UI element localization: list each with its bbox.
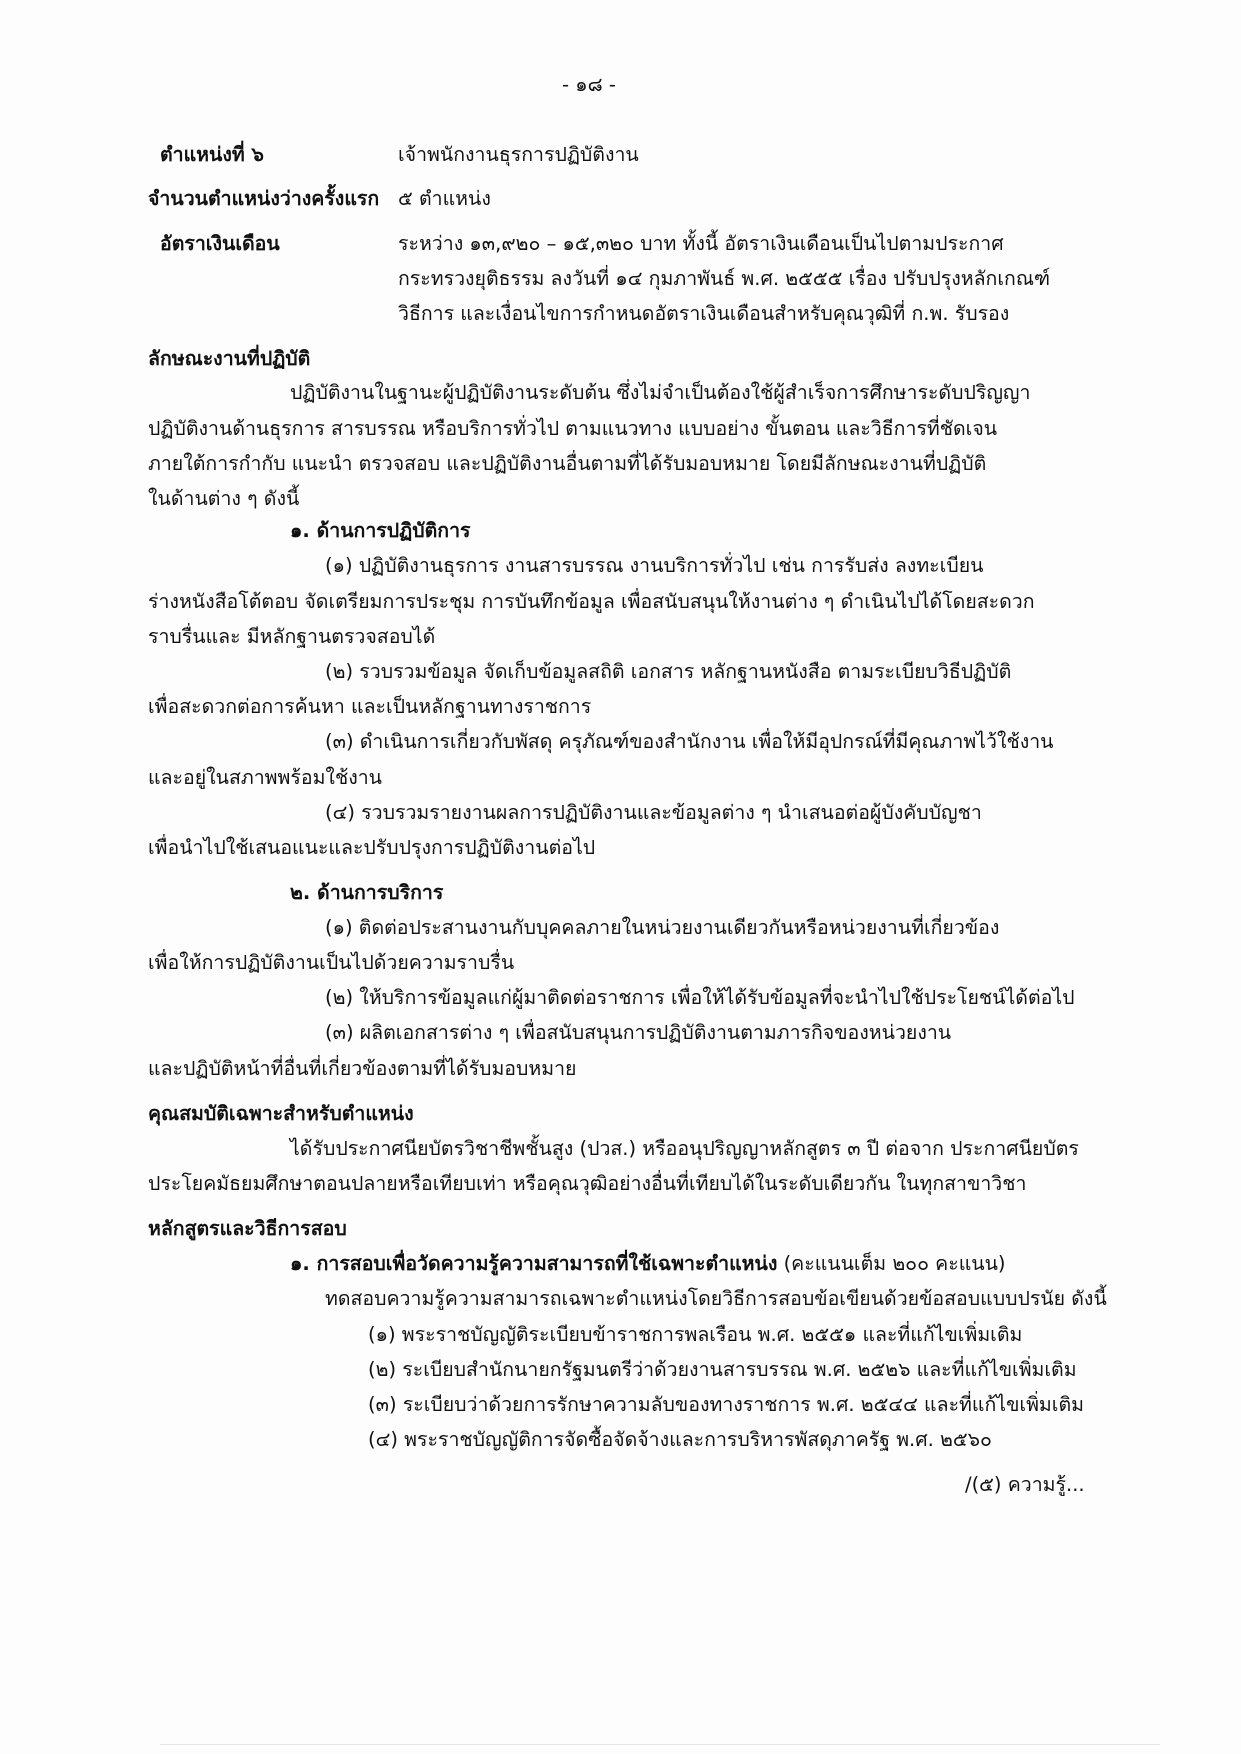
exam-section1-title: ๑. การสอบเพื่อวัดความรู้ความสามารถที่ใช้เฉพาะตำแหน่ง: [290, 1252, 778, 1275]
operations-item: (๑) ปฏิบัติงานธุรการ งานสารบรรณ งานบริการทั่วไป เช่น การรับส่ง ลงทะเบียน: [325, 554, 984, 577]
operations-item: (๓) ดำเนินการเกี่ยวกับพัสดุ ครุภัณฑ์ของสำนักงาน เพื่อให้มีอุปกรณ์ที่มีคุณภาพไว้ใช้งาน: [325, 730, 1054, 753]
services-item-cont: เพื่อให้การปฏิบัติงานเป็นไปด้วยความราบรื่น: [148, 951, 515, 974]
qualifications-line: ได้รับประกาศนียบัตรวิชาชีพชั้นสูง (ปวส.) หรืออนุปริญญาหลักสูตร ๓ ปี ต่อจาก ประกาศนียบัตร: [290, 1137, 1079, 1160]
position-label: ตำแหน่งที่ ๖: [160, 143, 264, 166]
exam-section1-score: (คะแนนเต็ม ๒๐๐ คะแนน): [783, 1252, 1006, 1275]
salary-line: กระทรวงยุติธรรม ลงวันที่ ๑๔ กุมภาพันธ์ พ.ศ. ๒๕๕๕ เรื่อง ปรับปรุงหลักเกณฑ์: [398, 267, 1051, 290]
operations-item-cont: และอยู่ในสภาพพร้อมใช้งาน: [148, 766, 382, 789]
exam-heading: หลักสูตรและวิธีการสอบ: [148, 1217, 347, 1240]
qualifications-heading: คุณสมบัติเฉพาะสำหรับตำแหน่ง: [148, 1102, 414, 1125]
exam-item: (๒) ระเบียบสำนักนายกรัฐมนตรีว่าด้วยงานสารบรรณ พ.ศ. ๒๕๒๖ และที่แก้ไขเพิ่มเติม: [368, 1358, 1077, 1381]
operations-item: (๔) รวบรวมรายงานผลการปฏิบัติงานและข้อมูลต่าง ๆ นำเสนอต่อผู้บังคับบัญชา: [325, 801, 982, 824]
operations-item-cont: ราบรื่นและ มีหลักฐานตรวจสอบได้: [148, 625, 436, 648]
services-item-cont: และปฏิบัติหน้าที่อื่นที่เกี่ยวข้องตามที่ได้รับมอบหมาย: [148, 1057, 577, 1080]
exam-section1: [290, 1251, 1006, 1277]
position-value: เจ้าพนักงานธุรการปฏิบัติงาน: [398, 143, 639, 166]
exam-item: (๓) ระเบียบว่าด้วยการรักษาความลับของทางราชการ พ.ศ. ๒๕๔๔ และที่แก้ไขเพิ่มเติม: [368, 1393, 1084, 1416]
exam-item: (๔) พระราชบัญญัติการจัดซื้อจัดจ้างและการบริหารพัสดุภาครัฐ พ.ศ. ๒๕๖๐: [368, 1428, 992, 1451]
salary-label: อัตราเงินเดือน: [160, 232, 280, 255]
job-nature-line: ในด้านต่าง ๆ ดังนี้: [148, 487, 300, 510]
operations-item: (๒) รวบรวมข้อมูล จัดเก็บข้อมูลสถิติ เอกสาร หลักฐานหนังสือ ตามระเบียบวิธีปฏิบัติ: [325, 660, 1012, 683]
job-nature-line: ปฏิบัติงานด้านธุรการ สารบรรณ หรือบริการทั่วไป ตามแนวทาง แบบอย่าง ขั้นตอน และวิธีการที่ชัดเจน: [148, 417, 998, 440]
exam-item: (๑) พระราชบัญญัติระเบียบข้าราชการพลเรือน พ.ศ. ๒๕๕๑ และที่แก้ไขเพิ่มเติม: [368, 1323, 1023, 1346]
salary-line: ระหว่าง ๑๓,๙๒๐ – ๑๕,๓๒๐ บาท ทั้งนี้ อัตราเงินเดือนเป็นไปตามประกาศ: [398, 232, 1004, 255]
vacancies-value: ๕ ตำแหน่ง: [398, 187, 491, 210]
exam-section1-desc: ทดสอบความรู้ความสามารถเฉพาะตำแหน่งโดยวิธีการสอบข้อเขียนด้วยข้อสอบแบบปรนัย ดังนี้: [325, 1287, 1107, 1310]
operations-item-cont: เพื่อนำไปใช้เสนอแนะและปรับปรุงการปฏิบัติงานต่อไป: [148, 836, 596, 859]
services-heading: ๒. ด้านการบริการ: [290, 881, 444, 904]
job-nature-line: ปฏิบัติงานในฐานะผู้ปฏิบัติงานระดับต้น ซึ่งไม่จำเป็นต้องใช้ผู้สำเร็จการศึกษาระดับปริญญา: [290, 381, 1031, 404]
operations-item-cont: ร่างหนังสือโต้ตอบ จัดเตรียมการประชุม การบันทึกข้อมูล เพื่อสนับสนุนให้งานต่าง ๆ ดำเนินไปได้โดยสะดวก: [148, 590, 1035, 613]
job-nature-line: ภายใต้การกำกับ แนะนำ ตรวจสอบ และปฏิบัติงานอื่นตามที่ได้รับมอบหมาย โดยมีลักษณะงานที่ปฏิบัติ: [148, 452, 987, 475]
vacancies-label: จำนวนตำแหน่งว่างครั้งแรก: [148, 187, 380, 210]
salary-line: วิธีการ และเงื่อนไขการกำหนดอัตราเงินเดือนสำหรับคุณวุฒิที่ ก.พ. รับรอง: [398, 302, 1010, 325]
operations-heading: ๑. ด้านการปฏิบัติการ: [290, 519, 471, 542]
continuation-note: /(๕) ความรู้...: [965, 1473, 1085, 1496]
page-number: - ๑๘ -: [562, 73, 616, 96]
services-item: (๓) ผลิตเอกสารต่าง ๆ เพื่อสนับสนุนการปฏิบัติงานตามภารกิจของหน่วยงาน: [325, 1021, 952, 1044]
services-item: (๒) ให้บริการข้อมูลแก่ผู้มาติดต่อราชการ เพื่อให้ได้รับข้อมูลที่จะนำไปใช้ประโยชน์ได้ต่อไป: [325, 986, 1075, 1009]
operations-item-cont: เพื่อสะดวกต่อการค้นหา และเป็นหลักฐานทางราชการ: [148, 695, 592, 718]
job-nature-heading: ลักษณะงานที่ปฏิบัติ: [148, 347, 311, 370]
qualifications-line: ประโยคมัธยมศึกษาตอนปลายหรือเทียบเท่า หรือคุณวุฒิอย่างอื่นที่เทียบได้ในระดับเดียวกัน ในทุกสาขาวิชา: [148, 1172, 1027, 1195]
services-item: (๑) ติดต่อประสานงานกับบุคคลภายในหน่วยงานเดียวกันหรือหน่วยงานที่เกี่ยวข้อง: [325, 916, 1000, 939]
scan-edge-line: [160, 1744, 1160, 1745]
